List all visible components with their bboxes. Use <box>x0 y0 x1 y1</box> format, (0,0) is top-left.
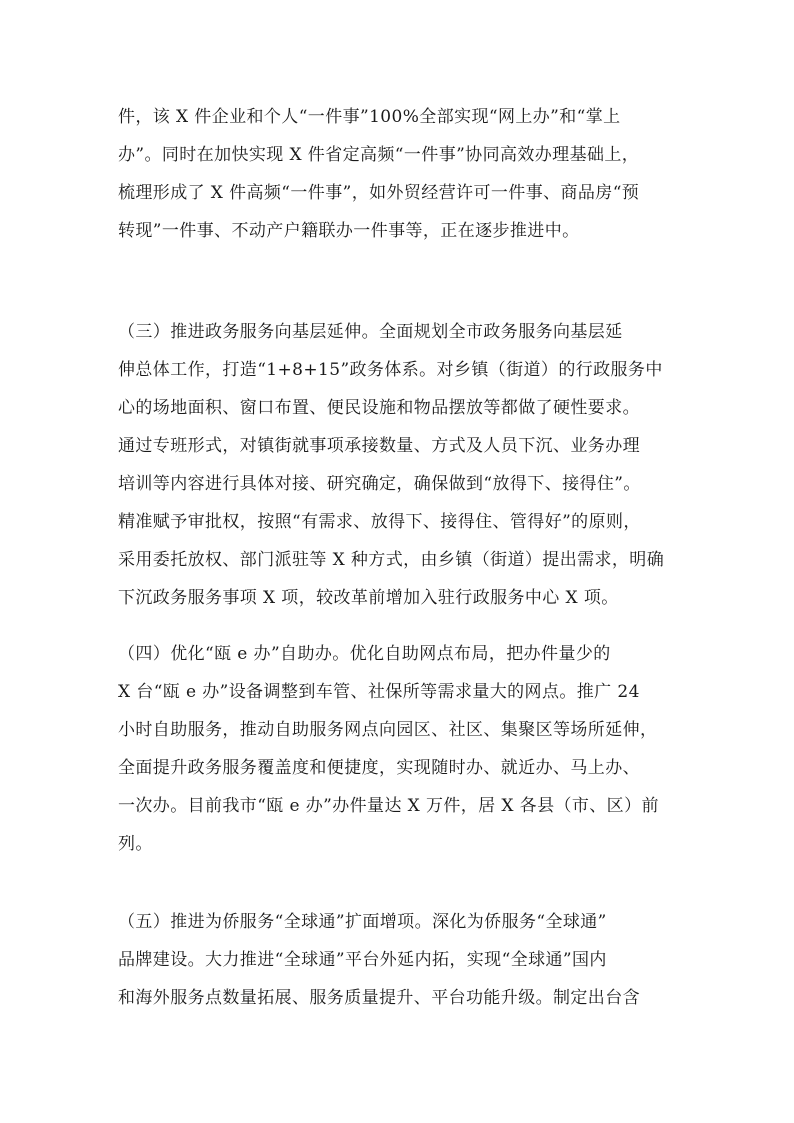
text-line: （五）推进为侨服务“全球通”扩面增项。深化为侨服务“全球通” <box>118 912 607 932</box>
text-line: 全面提升政务服务覆盖度和便捷度，实现随时办、就近办、马上办、 <box>118 758 640 778</box>
paragraph-continuation <box>118 98 680 250</box>
text-line: 一次办。目前我市“瓯 e 办”办件量达 X 万件，居 X 各县（市、区）前 <box>118 796 659 816</box>
text-line: 品牌建设。大力推进“全球通”平台外延内拓，实现“全球通”国内 <box>118 950 607 970</box>
text-line: （四）优化“瓯 e 办”自助办。优化自助网点布局，把办件量少的 <box>118 644 611 664</box>
text-line: 通过专班形式，对镇街就事项承接数量、方式及人员下沉、业务办理 <box>118 436 640 456</box>
text-line: 下沉政务服务事项 X 项，较改革前增加入驻行政服务中心 X 项。 <box>118 588 619 608</box>
paragraph-section-5 <box>118 903 680 1017</box>
text-line: 列。 <box>118 834 153 854</box>
paragraph-section-3 <box>118 313 680 617</box>
paragraph-section-4 <box>118 635 680 863</box>
text-line: 和海外服务点数量拓展、服务质量提升、平台功能升级。制定出台含 <box>118 988 640 1008</box>
text-line: 办”。同时在加快实现 X 件省定高频“一件事”协同高效办理基础上， <box>118 145 640 165</box>
text-line: 心的场地面积、窗口布置、便民设施和物品摆放等都做了硬性要求。 <box>118 398 640 418</box>
text-line: （三）推进政务服务向基层延伸。全面规划全市政务服务向基层延 <box>118 322 623 342</box>
text-line: 小时自助服务，推动自助服务网点向园区、社区、集聚区等场所延伸， <box>118 720 658 740</box>
text-line: 件，该 X 件企业和个人“一件事”100%全部实现“网上办”和“掌上 <box>118 107 621 127</box>
text-line: 转现”一件事、不动产户籍联办一件事等，正在逐步推进中。 <box>118 221 580 241</box>
text-line: 梳理形成了 X 件高频“一件事”，如外贸经营许可一件事、商品房“预 <box>118 183 640 203</box>
text-line: X 台“瓯 e 办”设备调整到车管、社保所等需求量大的网点。推广 24 <box>118 682 640 702</box>
text-line: 培训等内容进行具体对接、研究确定，确保做到“放得下、接得住”。 <box>118 474 641 494</box>
text-line: 采用委托放权、部门派驻等 X 种方式，由乡镇（街道）提出需求，明确 <box>118 550 665 570</box>
text-line: 伸总体工作，打造“1+8+15”政务体系。对乡镇（街道）的行政服务中 <box>118 360 663 380</box>
text-line: 精准赋予审批权，按照“有需求、放得下、接得住、管得好”的原则， <box>118 512 641 532</box>
